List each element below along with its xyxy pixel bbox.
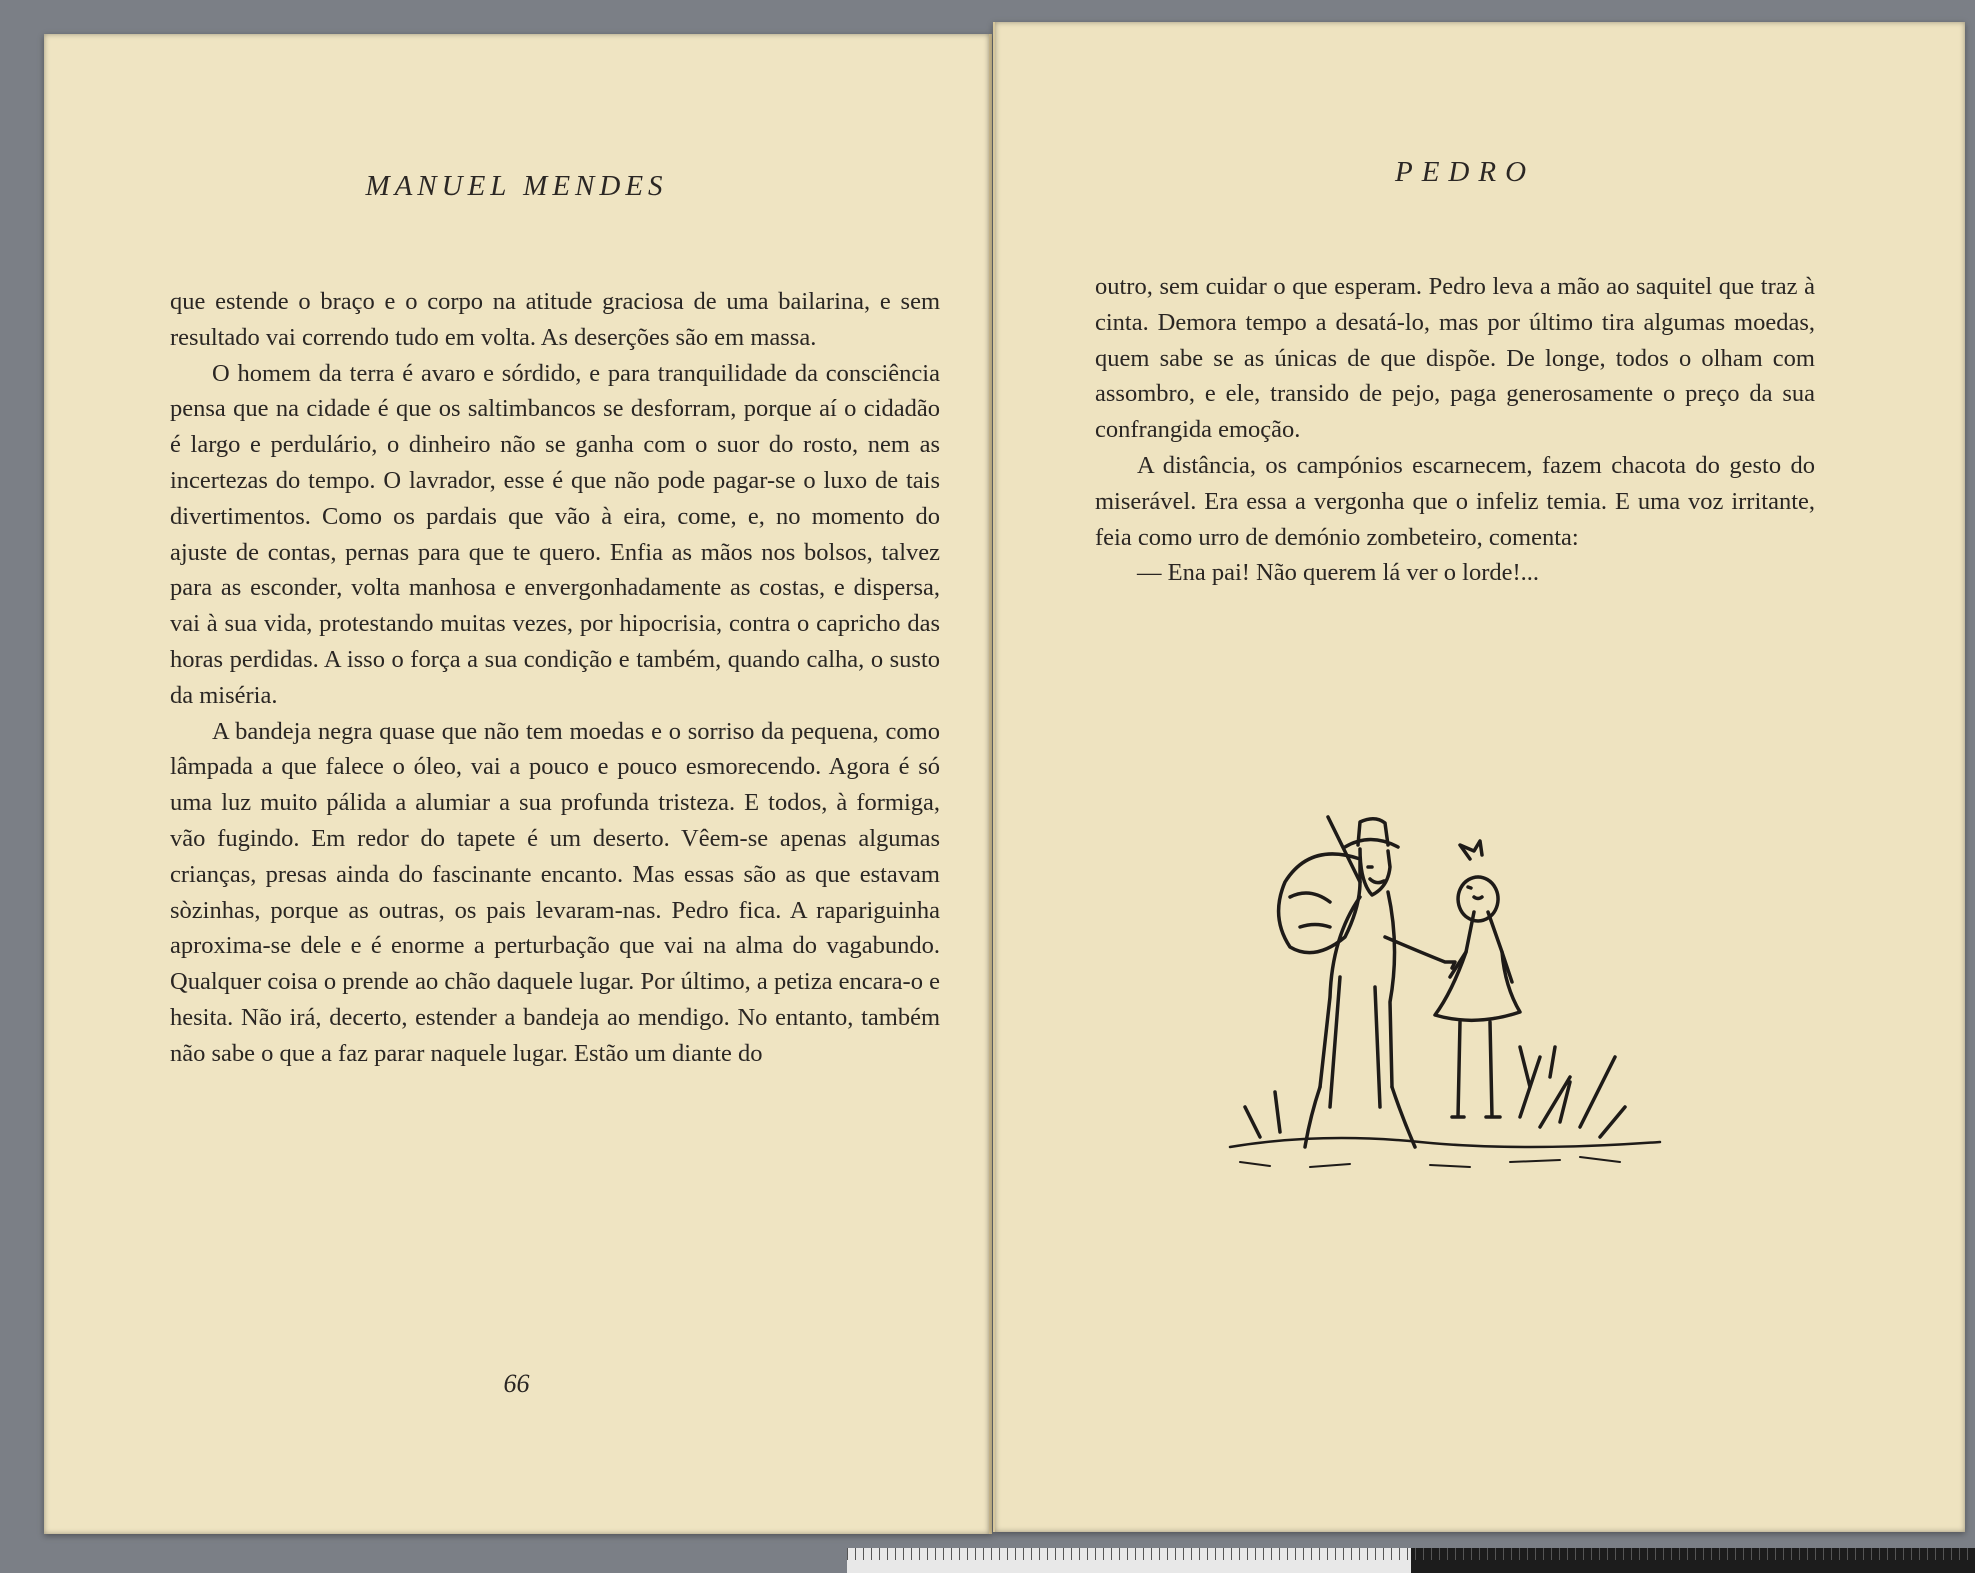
right-page	[993, 22, 1965, 1532]
paragraph: O homem da terra é avaro e sórdido, e para tranquilidade da consciência pensa que na cidade é que os saltimbancos se desforram, porque aí o cidadão é largo e perdulário, o dinheiro não se ganha com o suor do rosto, nem as incertezas do tempo. O lavrador, esse é que não pode pagar-se o luxo de tais divertimentos. Como os pardais que vão à eira, come, e, no momento do ajuste de contas, pernas para que te quero. Enfia as mãos nos bolsos, talvez para as esconder, volta manhosa e envergonhadamente as costas, e dispersa, vai à sua vida, protestando muitas vezes, por hipocrisia, contra o capricho das horas perdidas. A isso o força a sua condição e também, quando calha, o susto da miséria.	[170, 359, 940, 709]
paragraph: A bandeja negra quase que não tem moedas e o sorriso da pequena, como lâmpada a que falece o óleo, vai a pouco e pouco esmorecendo. Agora é só uma luz muito pálida a alumiar a sua profunda tristeza. E todos, à formiga, vão fugindo. Em redor do tapete é um deserto. Vêem-se apenas algumas crianças, presas ainda do fascinante encanto. Mas essas são as que estavam sòzinhas, porque as outras, os pais levaram-nas. Pedro fica. A rapariguinha aproxima-se dele e é enorme a perturbação que vai na alma do vagabundo. Qualquer coisa o prende ao chão daquele lugar. Por último, a petiza encara-o e hesita. Não irá, decerto, estender a bandeja ao mendigo. No entanto, também não sabe o que a faz parar naquele lugar. Estão um diante do	[170, 717, 940, 1067]
right-page-text	[1095, 269, 1815, 591]
left-page-text	[170, 284, 940, 1072]
paragraph: que estende o braço e o corpo na atitude graciosa de uma bailarina, e sem resultado vai correndo tudo em volta. As deserções são em massa.	[170, 288, 940, 351]
paragraph: A distância, os campónios escarnecem, fazem chacota do gesto do miserável. Era essa a vergonha que o infeliz temia. E uma voz irritante, feia como urro de demónio zombeteiro, comenta:	[1095, 451, 1815, 551]
scale-ruler	[847, 1548, 1975, 1573]
paragraph: outro, sem cuidar o que esperam. Pedro leva a mão ao saquitel que traz à cinta. Demora tempo a desatá-lo, mas por último tira algumas moedas, quem sabe se as únicas de que dispõe. De longe, todos o olham com assombro, e ele, transido de pejo, paga generosamente o preço da sua confrangida emoção.	[1095, 273, 1815, 444]
paragraph: — Ena pai! Não querem lá ver o lorde!...	[1137, 559, 1540, 587]
left-page	[44, 34, 992, 1534]
page-number: 66	[503, 1369, 530, 1398]
running-head-title: PEDRO	[1394, 156, 1536, 188]
running-head-author: MANUEL MENDES	[365, 170, 668, 202]
vagabond-and-girl-drawing	[1220, 787, 1665, 1207]
